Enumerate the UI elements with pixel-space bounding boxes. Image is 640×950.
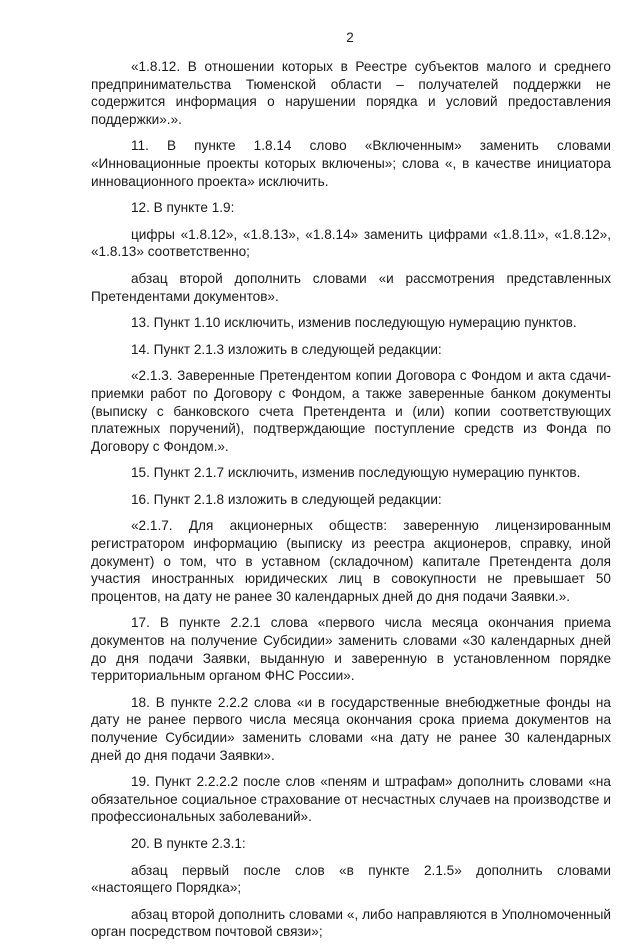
paragraph-item-20-abzac-2: абзац второй дополнить словами «, либо направляются в Уполномоченный орган посредством почтовой связи»; — [91, 906, 611, 940]
page-number: 2 — [346, 30, 354, 45]
paragraph-item-12-digits: цифры «1.8.12», «1.8.13», «1.8.14» заменить цифрами «1.8.11», «1.8.12», «1.8.13» соответственно; — [91, 226, 611, 260]
paragraph-item-14: 14. Пункт 2.1.3 изложить в следующей редакции: — [131, 341, 442, 357]
paragraph-item-19: 19. Пункт 2.2.2.2 после слов «пеням и штрафам» дополнить словами «на обязательное социальное страхование от несчастных случаев на производстве и профессиональных заболеваний». — [91, 774, 611, 825]
paragraph-item-12-abzac: абзац второй дополнить словами «и рассмотрения представленных Претендентами документов». — [91, 270, 611, 304]
paragraph-item-18: 18. В пункте 2.2.2 слова «и в государственные внебюджетные фонды на дату не ранее первого числа месяца окончания срока приема документов на получение Субсидии» заменить словами «на дату не ранее 30 календарных дней до дня подачи Заявки». — [91, 694, 611, 763]
document-body — [91, 58, 611, 950]
paragraph-2-1-3-text: «2.1.3. Заверенные Претендентом копии Договора с Фондом и акта сдачи-приемки работ по Договору с Фондом, а также заверенные банком документы (выписку с банковского счета Претендента и (или) копии соответствующих платежных поручений), подтверждающие поступление средств из Фонда по Договору с Фондом.». — [91, 368, 611, 454]
paragraph-item-15: 15. Пункт 2.1.7 исключить, изменив последующую нумерацию пунктов. — [131, 465, 581, 481]
paragraph-item-13: 13. Пункт 1.10 исключить, изменив последующую нумерацию пунктов. — [131, 315, 577, 331]
paragraph-item-16: 16. Пункт 2.1.8 изложить в следующей редакции: — [131, 491, 442, 507]
paragraph-1-8-12: «1.8.12. В отношении которых в Реестре субъектов малого и среднего предпринимательства Тюменской области – получателей поддержки не содержится информация о нарушении порядка и условий предоставления поддержки».». — [91, 59, 611, 127]
paragraph-2-1-7-text: «2.1.7. Для акционерных обществ: заверенную лицензированным регистратором информацию (выписку из реестра акционеров, справку, иной документ) о том, что в уставном (складочном) капитале Претендента доля участия иностранных юридических лиц в совокупности не превышает 50 процентов, на дату не ранее 30 календарных дней до дня подачи Заявки.». — [91, 518, 611, 604]
paragraph-item-17: 17. В пункте 2.2.1 слова «первого числа месяца окончания приема документов на получение Субсидии» заменить словами «30 календарных дней до дня подачи Заявки, выданную и заверенную в установленном порядке территориальным органом ФНС России». — [91, 615, 611, 684]
paragraph-item-20: 20. В пункте 2.3.1: — [131, 835, 246, 851]
paragraph-item-12: 12. В пункте 1.9: — [131, 200, 235, 216]
paragraph-item-20-abzac-1: абзац первый после слов «в пункте 2.1.5» дополнить словами «настоящего Порядка»; — [91, 862, 611, 896]
paragraph-item-11: 11. В пункте 1.8.14 слово «Включенным» заменить словами «Инновационные проекты которых включены»; слова «, в качестве инициатора инновационного проекта» исключить. — [91, 138, 611, 189]
